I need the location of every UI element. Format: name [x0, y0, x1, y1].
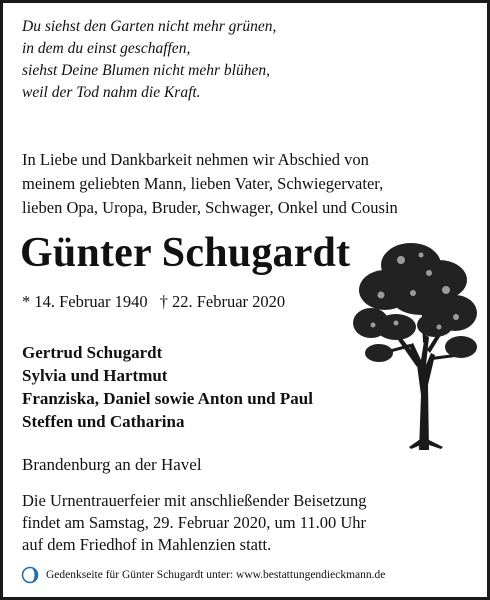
- intro-text: [22, 148, 482, 220]
- intro-line: lieben Opa, Uropa, Bruder, Schwager, Onkel und Cousin: [22, 198, 398, 217]
- death-date: † 22. Februar 2020: [159, 292, 286, 311]
- birth-date: * 14. Februar 1940: [22, 292, 148, 311]
- deceased-name: Günter Schugardt: [20, 230, 351, 276]
- tree-icon: [351, 235, 479, 450]
- poem-line: siehst Deine Blumen nicht mehr blühen,: [22, 62, 270, 79]
- ceremony-line: auf dem Friedhof in Mahlenzien statt.: [22, 535, 272, 554]
- life-dates: [22, 292, 285, 312]
- memorial-page-footer: [21, 566, 385, 584]
- ceremony-line: Die Urnentrauerfeier mit anschließender Beisetzung: [22, 491, 367, 510]
- funeral-home-logo-icon: [21, 566, 39, 584]
- mourners-list: [22, 341, 313, 433]
- mourner: Franziska, Daniel sowie Anton und Paul: [22, 389, 313, 408]
- ceremony-info: [22, 490, 367, 556]
- mourner: Gertrud Schugardt: [22, 343, 163, 362]
- poem: [22, 16, 276, 104]
- mourner: Steffen und Catharina: [22, 412, 185, 431]
- memorial-page-link[interactable]: Gedenkseite für Günter Schugardt unter: www.bestattungendieckmann.de: [46, 569, 386, 581]
- poem-line: in dem du einst geschaffen,: [22, 40, 191, 57]
- intro-line: meinem geliebten Mann, lieben Vater, Schwiegervater,: [22, 174, 384, 193]
- poem-line: Du siehst den Garten nicht mehr grünen,: [22, 18, 277, 35]
- poem-line: weil der Tod nahm die Kraft.: [22, 84, 201, 101]
- place: Brandenburg an der Havel: [22, 455, 202, 474]
- intro-line: In Liebe und Dankbarkeit nehmen wir Abschied von: [22, 150, 369, 169]
- mourner: Sylvia und Hartmut: [22, 366, 168, 385]
- ceremony-line: findet am Samstag, 29. Februar 2020, um 11.00 Uhr: [22, 513, 367, 532]
